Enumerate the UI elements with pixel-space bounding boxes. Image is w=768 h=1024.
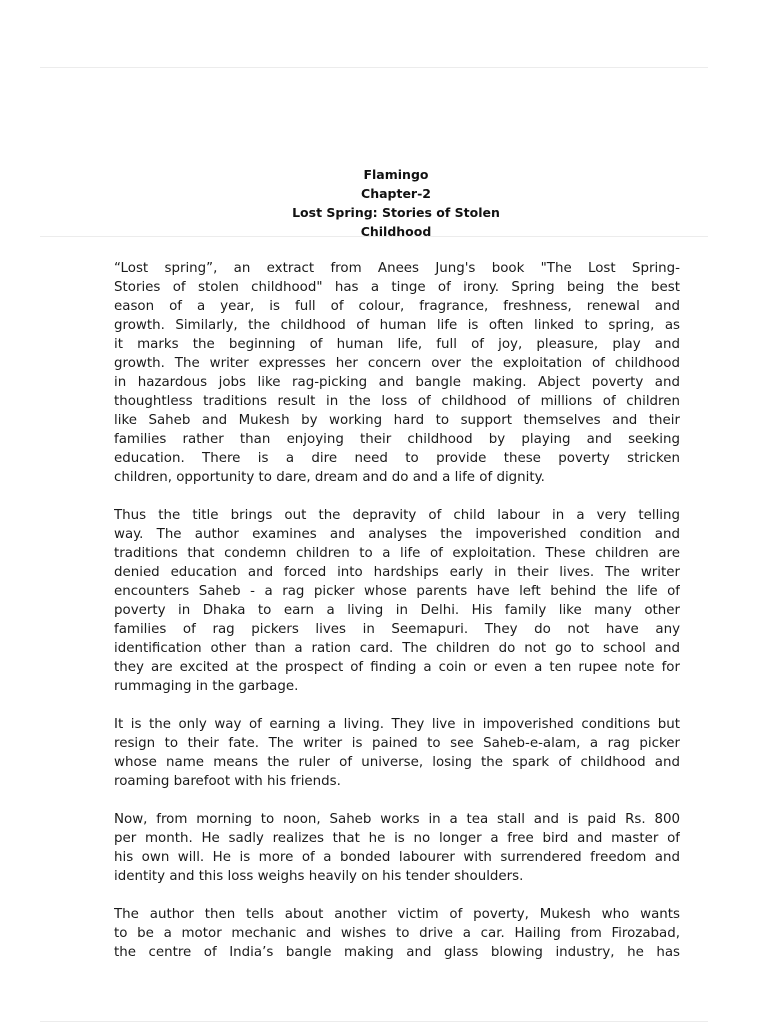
paragraph-line: identification other than a ration card. The children do not go to school and xyxy=(114,641,680,656)
paragraph-3 xyxy=(114,715,680,791)
paragraph-line: whose name means the ruler of universe, losing the spark of childhood and xyxy=(114,755,680,770)
paragraph-2 xyxy=(114,506,680,696)
chapter-title-line-2: Childhood xyxy=(360,224,432,239)
paragraph-line: poverty in Dhaka to earn a living in Delhi. His family like many other xyxy=(114,603,680,618)
paragraph-line: education. There is a dire need to provide these poverty stricken xyxy=(114,451,680,466)
page-top-divider xyxy=(40,67,708,68)
paragraph-line: to be a motor mechanic and wishes to drive a car. Hailing from Firozabad, xyxy=(114,926,680,941)
paragraph-line: they are excited at the prospect of finding a coin or even a ten rupee note for xyxy=(114,660,680,675)
paragraph-1 xyxy=(114,259,680,487)
paragraph-line: Stories of stolen childhood" has a tinge of irony. Spring being the best xyxy=(114,280,680,295)
paragraph-line: “Lost spring”, an extract from Anees Jung's book "The Lost Spring- xyxy=(114,261,680,276)
paragraph-line: The author then tells about another victim of poverty, Mukesh who wants xyxy=(114,907,680,922)
paragraph-line: families of rag pickers lives in Seemapuri. They do not have any xyxy=(114,622,680,637)
paragraph-line: growth. The writer expresses her concern over the exploitation of childhood xyxy=(114,356,680,371)
chapter-number: Chapter-2 xyxy=(361,186,431,201)
paragraph-line: identity and this loss weighs heavily on his tender shoulders. xyxy=(114,869,524,884)
paragraph-line: It is the only way of earning a living. They live in impoverished conditions but xyxy=(114,717,680,732)
paragraph-line: encounters Saheb - a rag picker whose parents have left behind the life of xyxy=(114,584,680,599)
paragraph-line: resign to their fate. The writer is pained to see Saheb-e-alam, a rag picker xyxy=(114,736,680,751)
paragraph-line: like Saheb and Mukesh by working hard to support themselves and their xyxy=(114,413,680,428)
paragraph-line: children, opportunity to dare, dream and do and a life of dignity. xyxy=(114,470,545,485)
paragraph-line: thoughtless traditions result in the loss of childhood of millions of children xyxy=(114,394,680,409)
chapter-title-line-1: Lost Spring: Stories of Stolen xyxy=(292,205,500,220)
paragraph-5 xyxy=(114,905,680,962)
page-bottom-divider xyxy=(40,1021,708,1022)
paragraph-line: growth. Similarly, the childhood of human life is often linked to spring, as xyxy=(114,318,680,333)
paragraph-4 xyxy=(114,810,680,886)
paragraph-line: rummaging in the garbage. xyxy=(114,679,299,694)
paragraph-line: his own will. He is more of a bonded labourer with surrendered freedom and xyxy=(114,850,680,865)
paragraph-line: eason of a year, is full of colour, fragrance, freshness, renewal and xyxy=(114,299,680,314)
summary-body xyxy=(114,259,680,981)
paragraph-line: families rather than enjoying their childhood by playing and seeking xyxy=(114,432,680,447)
paragraph-line: way. The author examines and analyses the impoverished condition and xyxy=(114,527,680,542)
paragraph-line: traditions that condemn children to a life of exploitation. These children are xyxy=(114,546,680,561)
paragraph-line: the centre of India’s bangle making and glass blowing industry, he has xyxy=(114,945,680,960)
paragraph-line: Now, from morning to noon, Saheb works in a tea stall and is paid Rs. 800 xyxy=(114,812,680,827)
book-title: Flamingo xyxy=(363,167,429,182)
paragraph-line: per month. He sadly realizes that he is no longer a free bird and master of xyxy=(114,831,680,846)
chapter-heading xyxy=(0,165,768,241)
paragraph-line: in hazardous jobs like rag-picking and bangle making. Abject poverty and xyxy=(114,375,680,390)
paragraph-line: denied education and forced into hardships early in their lives. The writer xyxy=(114,565,680,580)
paragraph-line: roaming barefoot with his friends. xyxy=(114,774,341,789)
paragraph-line: it marks the beginning of human life, full of joy, pleasure, play and xyxy=(114,337,680,352)
paragraph-line: Thus the title brings out the depravity of child labour in a very telling xyxy=(114,508,680,523)
